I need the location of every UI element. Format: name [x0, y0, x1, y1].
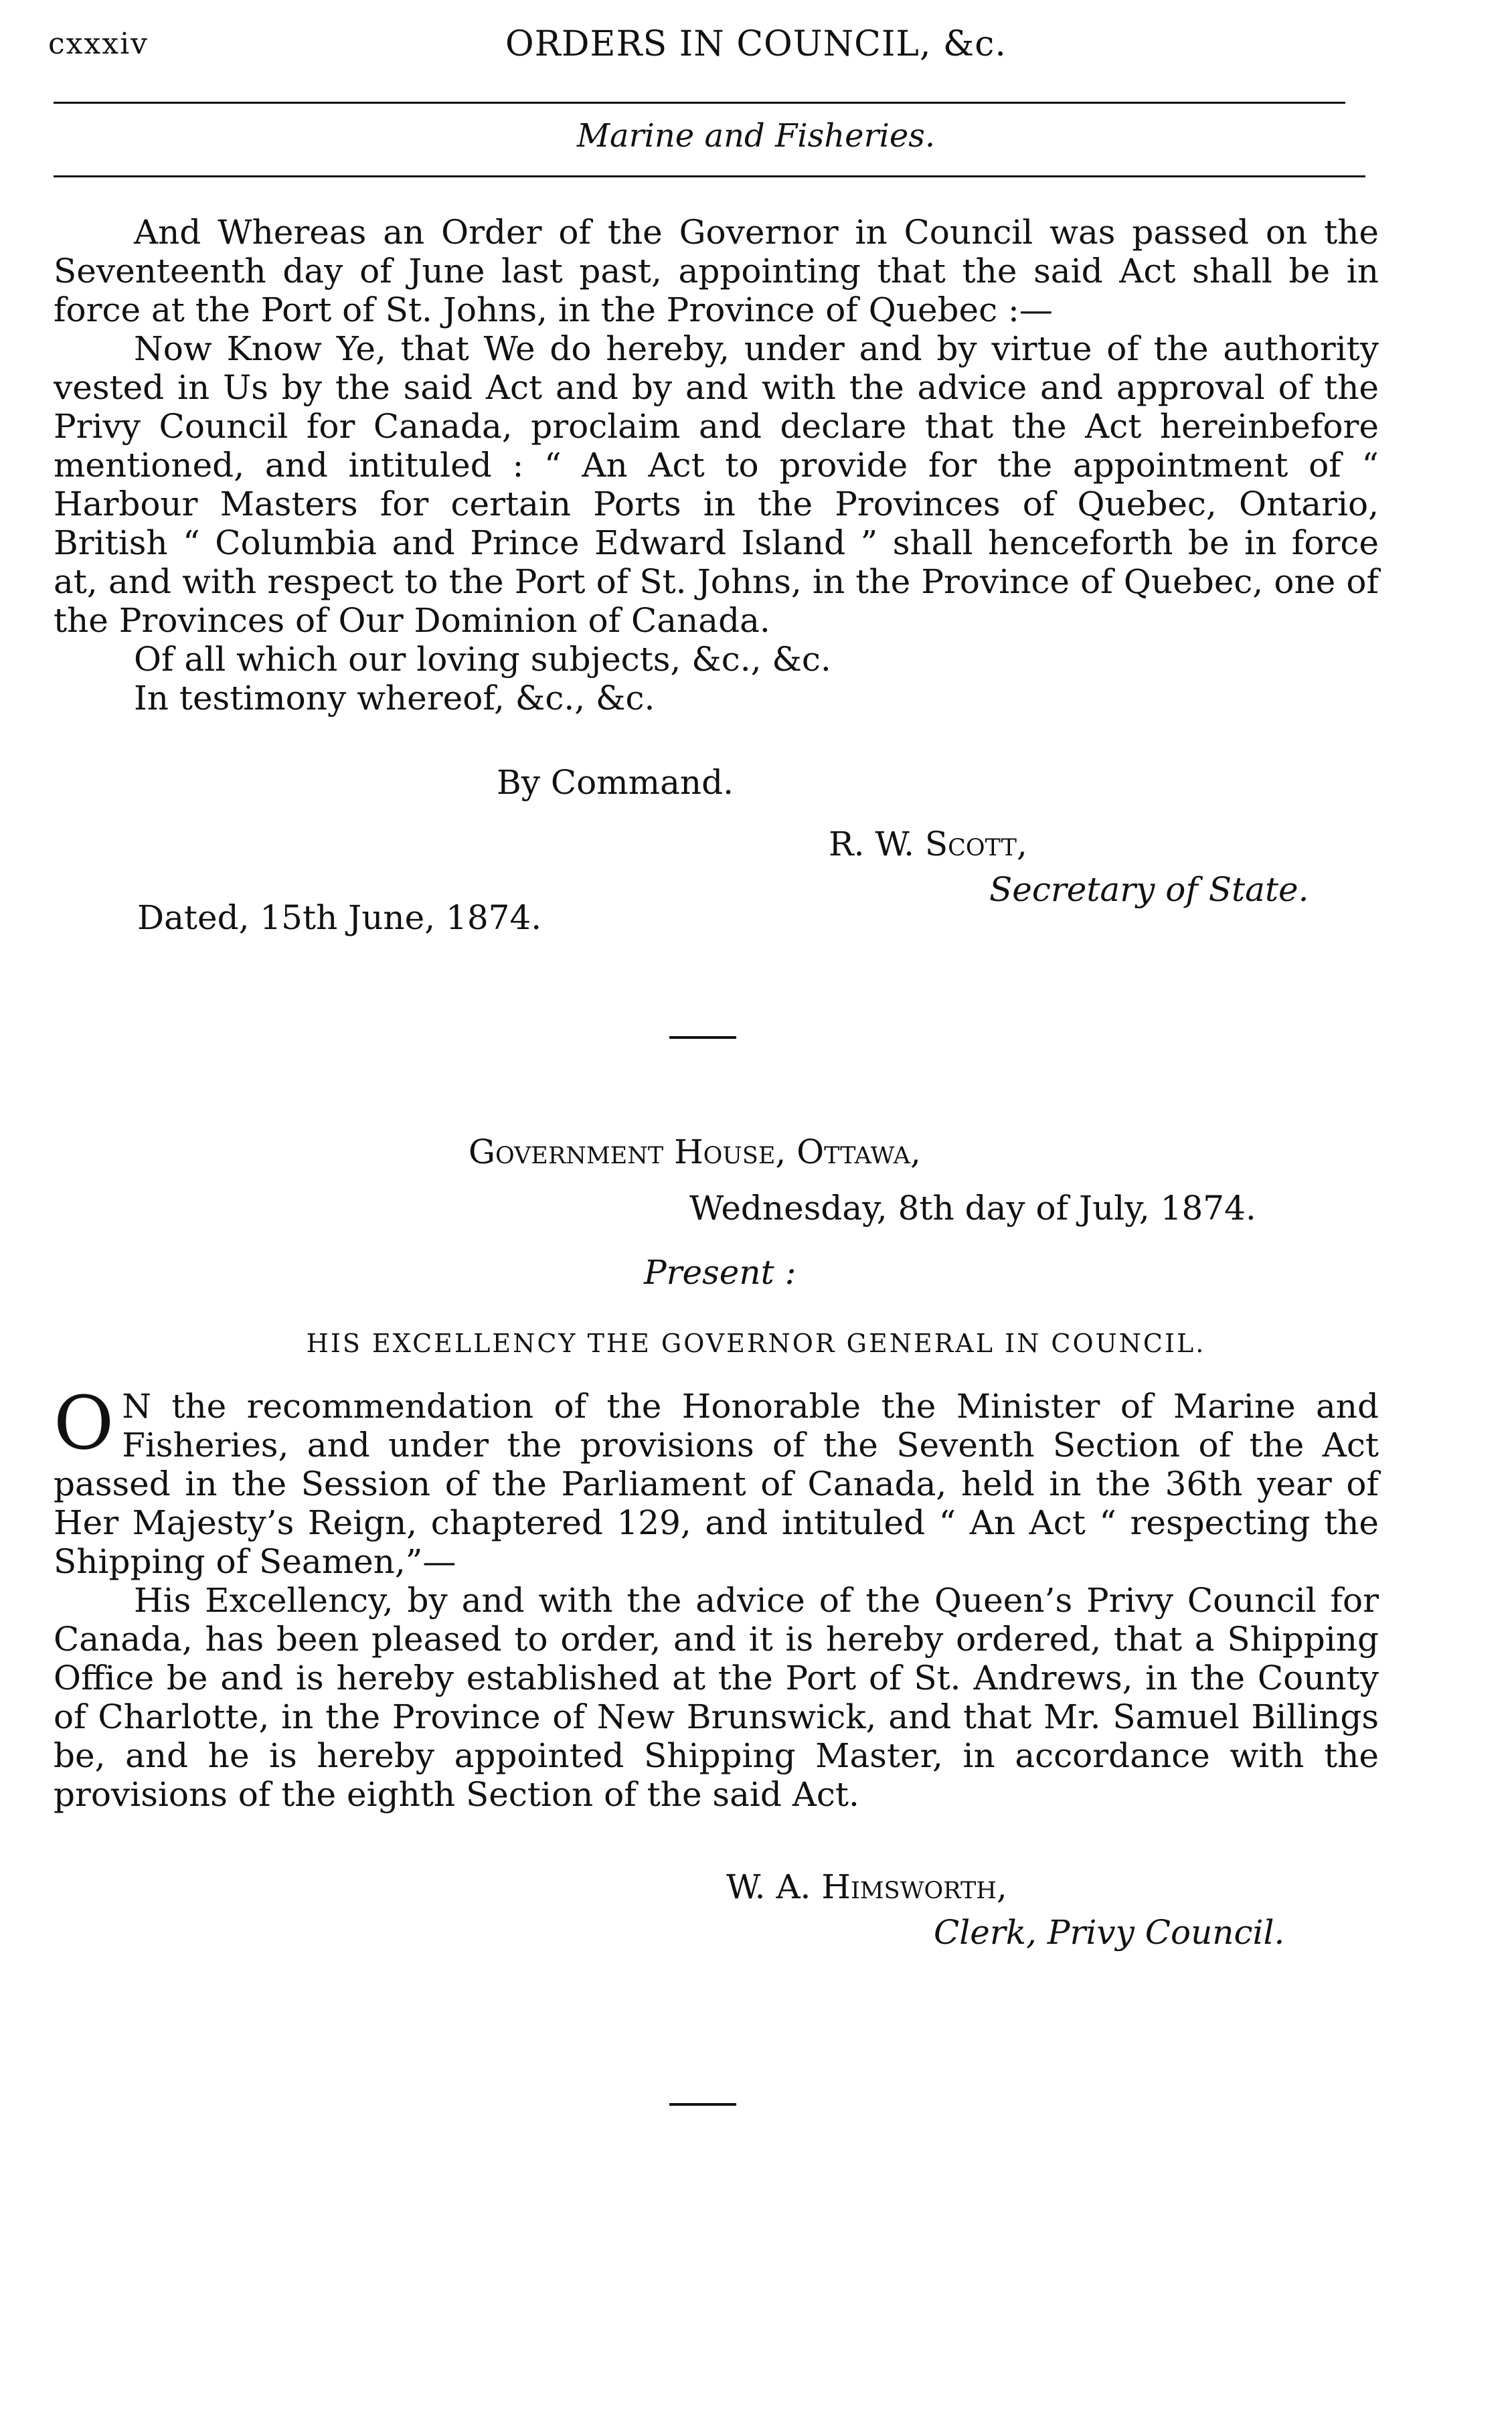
order1-body	[54, 213, 1379, 718]
order1-dated: Dated, 15th June, 1874.	[137, 898, 542, 937]
header-rule-bottom	[54, 175, 1365, 177]
order1-paragraph-testimony: In testimony whereof, &c., &c.	[134, 679, 655, 718]
order2-present: Present :	[644, 1253, 796, 1292]
section-heading: Marine and Fisheries.	[576, 117, 936, 155]
order2-council-heading: HIS EXCELLENCY THE GOVERNOR GENERAL IN COUNCIL.	[306, 1329, 1206, 1358]
order2-paragraph-recommendation-text: N the recommendation of the Honorable the Minister of Marine and Fisheries, and under the provisions of the Seventh Section of the Act passed in the Session of the Parliament of Canada, held in the 36th year of Her Majesty’s Reign, chaptered 129, and intituled “ An Act “ respecting the Shipping of Seamen,”—	[54, 1387, 1379, 1581]
order2-signatory-title: Clerk, Privy Council.	[934, 1913, 1285, 1952]
order2-signatory: W. A. Himsworth,	[726, 1867, 1007, 1906]
order1-signatory: R. W. Scott,	[829, 825, 1027, 863]
drop-cap: O	[54, 1380, 114, 1466]
header-rule-top	[54, 102, 1345, 104]
by-command: By Command.	[497, 763, 734, 802]
running-title: ORDERS IN COUNCIL, &c.	[505, 24, 1007, 64]
order2-date: Wednesday, 8th day of July, 1874.	[689, 1189, 1256, 1228]
separator-rule-2	[669, 2103, 736, 2106]
order1-paragraph-subjects: Of all which our loving subjects, &c., &c.	[134, 640, 831, 679]
order1-signatory-title: Secretary of State.	[989, 870, 1309, 909]
separator-rule-1	[669, 1036, 736, 1039]
order2-body	[54, 1380, 1379, 1814]
order2-paragraph-order: His Excellency, by and with the advice of the Queen’s Privy Council for Canada, has been pleased to order, and it is hereby ordered, that a Shipping Office be and is hereby established at the Port of St. Andrews, in the County of Charlotte, in the Province of New Brunswick, and that Mr. Samuel Billings be, and he is hereby appointed Shipping Master, in accordance with the provisions of the eighth Section of the said Act.	[54, 1581, 1379, 1814]
order2-place: Government House, Ottawa,	[469, 1133, 921, 1171]
order1-paragraph-whereas: And Whereas an Order of the Governor in Council was passed on the Seventeenth day of June last past, appointing that the said Act shall be in force at the Port of St. Johns, in the Province of Quebec :—	[54, 213, 1379, 329]
order2-paragraph-recommendation	[54, 1380, 1379, 1581]
page-number: cxxxiv	[48, 27, 149, 61]
order1-paragraph-proclamation: Now Know Ye, that We do hereby, under and by virtue of the authority vested in Us by the said Act and by and with the advice and approval of the Privy Council for Canada, proclaim and declare that the Act hereinbefore mentioned, and intituled : “ An Act to provide for the appointment of “ Harbour Masters for certain Ports in the Provinces of Quebec, Ontario, British “ Columbia and Prince Edward Island ” shall henceforth be in force at, and with respect to the Port of St. Johns, in the Province of Quebec, one of the Provinces of Our Dominion of Canada.	[54, 329, 1379, 640]
